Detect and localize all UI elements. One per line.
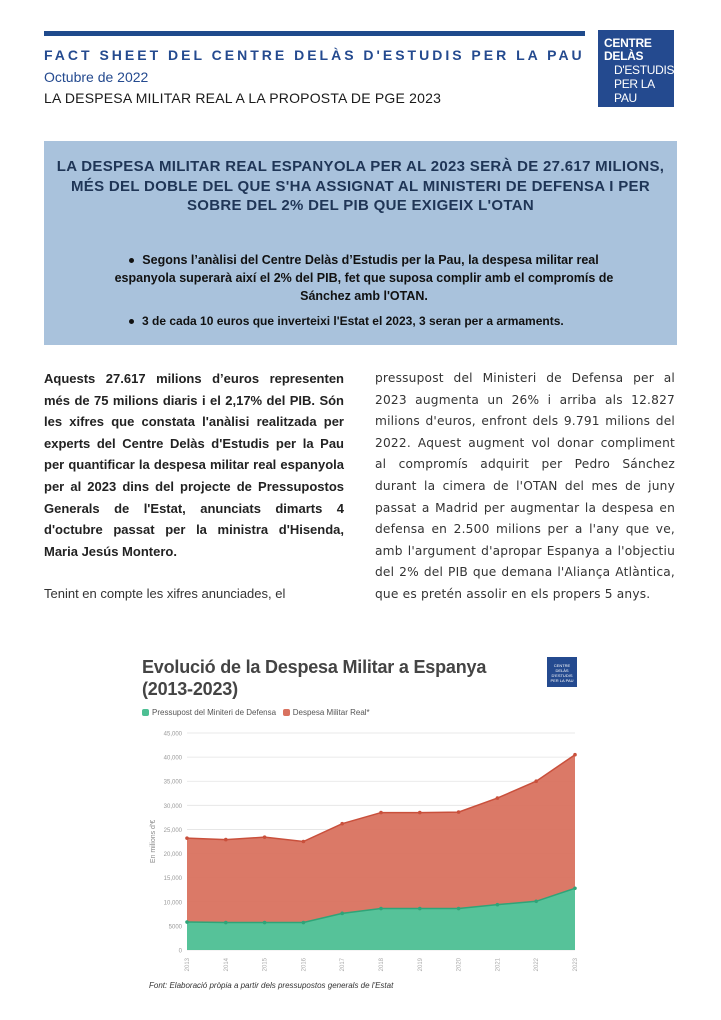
y-axis-label: En milions d'€ [150, 819, 157, 864]
y-tick-label: 25,000 [163, 827, 182, 834]
body-right-column: pressupost del Ministeri de Defensa per al 2023 augmenta un 26% i arriba als 12.827 milions d'euros, enfront dels 9.791 milions del 2022. Aquest augment vol donar compliment al compromís adquirit per Pedro Sánchez durant la cimera de l'OTAN del mes de juny passat a Madrid per augmentar la despesa en defensa en 2.500 milions per a l'any que ve, amb l'argument d'apropar Espanya a l'objectiu del 2% del PIB que demana l'Aliança Atlàntica, que es pretén assolir en els propers 5 anys. [375, 371, 675, 601]
highlight-box [44, 141, 677, 345]
chart-logo: CENTRE DELÀS D'ESTUDIS PER LA PAU [547, 657, 577, 687]
body-paragraph-2-start: Tenint en compte les xifres anunciades, el [44, 586, 286, 602]
x-tick-label: 2015 [262, 958, 269, 972]
point-pressupost-defensa [224, 921, 228, 925]
body-left-column [44, 368, 344, 605]
point-despesa-real [573, 753, 577, 757]
centre-delas-logo [598, 30, 674, 107]
point-pressupost-defensa [418, 907, 422, 911]
lead-paragraph: Aquests 27.617 milions d’euros representen més de 75 milions diaris i el 2,17% del PIB. Són les xifres que constata l'anàlisi realitzada per experts del Centre Delàs d'Estudis per la Pau per quantificar la despesa militar real espanyola per al 2023 dins del projecte de Pressupostos Generals de l'Estat, anunciats dimarts 4 d'octubre passat per la ministra d'Hisenda, Maria Jesús Montero. [44, 371, 344, 559]
point-pressupost-defensa [534, 899, 538, 903]
x-tick-label: 2018 [379, 958, 385, 972]
highlight-bullet-1-text: Segons l’anàlisi del Centre Delàs d’Estudis per la Pau, la despesa militar real espanyola superarà així el 2% del PIB, fet que suposa complir amb el compromís de Sánchez amb l'OTAN. [114, 253, 614, 303]
highlight-bullet-1 [104, 251, 624, 305]
x-tick-label: 2017 [340, 958, 347, 972]
y-tick-label: 35,000 [163, 779, 182, 786]
point-despesa-real [418, 811, 422, 815]
x-tick-label: 2014 [223, 958, 230, 972]
legend-label-real: Despesa Militar Real* [292, 708, 370, 717]
military-spending-chart [130, 648, 590, 998]
bullet-dot [129, 319, 134, 324]
point-despesa-real [185, 836, 189, 840]
point-pressupost-defensa [185, 920, 189, 924]
highlight-bullet-2-text: 3 de cada 10 euros que inverteixi l'Estat el 2023, 3 seran per a armaments. [142, 314, 564, 328]
x-tick-label: 2013 [185, 958, 191, 972]
logo-line-1: CENTRE DELÀS [604, 36, 652, 63]
chart-title-line-1: Evolució de la Despesa Militar a Espanya [142, 657, 487, 677]
point-pressupost-defensa [496, 903, 500, 907]
chart-source: Font: Elaboració pròpia a partir dels pressupostos generals de l'Estat [149, 981, 394, 990]
legend-label-defensa: Pressupost del Miniteri de Defensa [152, 708, 277, 717]
x-tick-label: 2022 [534, 958, 541, 972]
point-despesa-real [340, 822, 344, 826]
y-tick-label: 20,000 [163, 852, 182, 859]
x-tick-label: 2019 [417, 958, 424, 972]
point-pressupost-defensa [302, 921, 306, 925]
logo-line-2: D'ESTUDIS [614, 63, 675, 77]
point-despesa-real [224, 838, 228, 842]
x-tick-label: 2016 [301, 958, 308, 972]
factsheet-title: FACT SHEET DEL CENTRE DELÀS D'ESTUDIS PER LA PAU [44, 47, 585, 63]
point-pressupost-defensa [457, 907, 461, 911]
y-tick-label: 45,000 [163, 731, 182, 738]
point-pressupost-defensa [379, 907, 383, 911]
x-tick-label: 2023 [573, 958, 579, 972]
x-tick-label: 2020 [456, 958, 463, 972]
publication-date: Octubre de 2022 [44, 69, 149, 85]
point-pressupost-defensa [340, 912, 344, 916]
point-despesa-real [496, 796, 500, 800]
highlight-title: LA DESPESA MILITAR REAL ESPANYOLA PER AL 2023 SERÀ DE 27.617 MILIONS, MÉS DEL DOBLE DEL QUE S'HA ASSIGNAT AL MINISTERI DE DEFENSA I PER SOBRE DEL 2% DEL PIB QUE EXIGEIX L'OTAN [56, 158, 665, 214]
x-tick-label: 2021 [495, 958, 502, 972]
point-despesa-real [379, 811, 383, 815]
point-pressupost-defensa [573, 886, 577, 890]
header-rule [44, 31, 585, 36]
point-despesa-real [302, 840, 306, 844]
point-despesa-real [534, 779, 538, 783]
chart-title-line-2: (2013-2023) [142, 679, 238, 699]
y-tick-label: 10,000 [163, 900, 182, 907]
point-despesa-real [457, 810, 461, 814]
y-tick-label: 5000 [168, 924, 182, 931]
y-tick-label: 0 [178, 948, 182, 955]
point-pressupost-defensa [263, 921, 267, 925]
point-despesa-real [263, 835, 267, 839]
logo-line-3: PER LA PAU [614, 77, 655, 105]
bullet-dot [129, 258, 134, 263]
highlight-bullet-2 [129, 314, 649, 328]
y-tick-label: 30,000 [163, 803, 182, 810]
document-subtitle: LA DESPESA MILITAR REAL A LA PROPOSTA DE PGE 2023 [44, 90, 442, 106]
y-tick-label: 15,000 [163, 876, 182, 883]
y-tick-label: 40,000 [163, 755, 182, 762]
